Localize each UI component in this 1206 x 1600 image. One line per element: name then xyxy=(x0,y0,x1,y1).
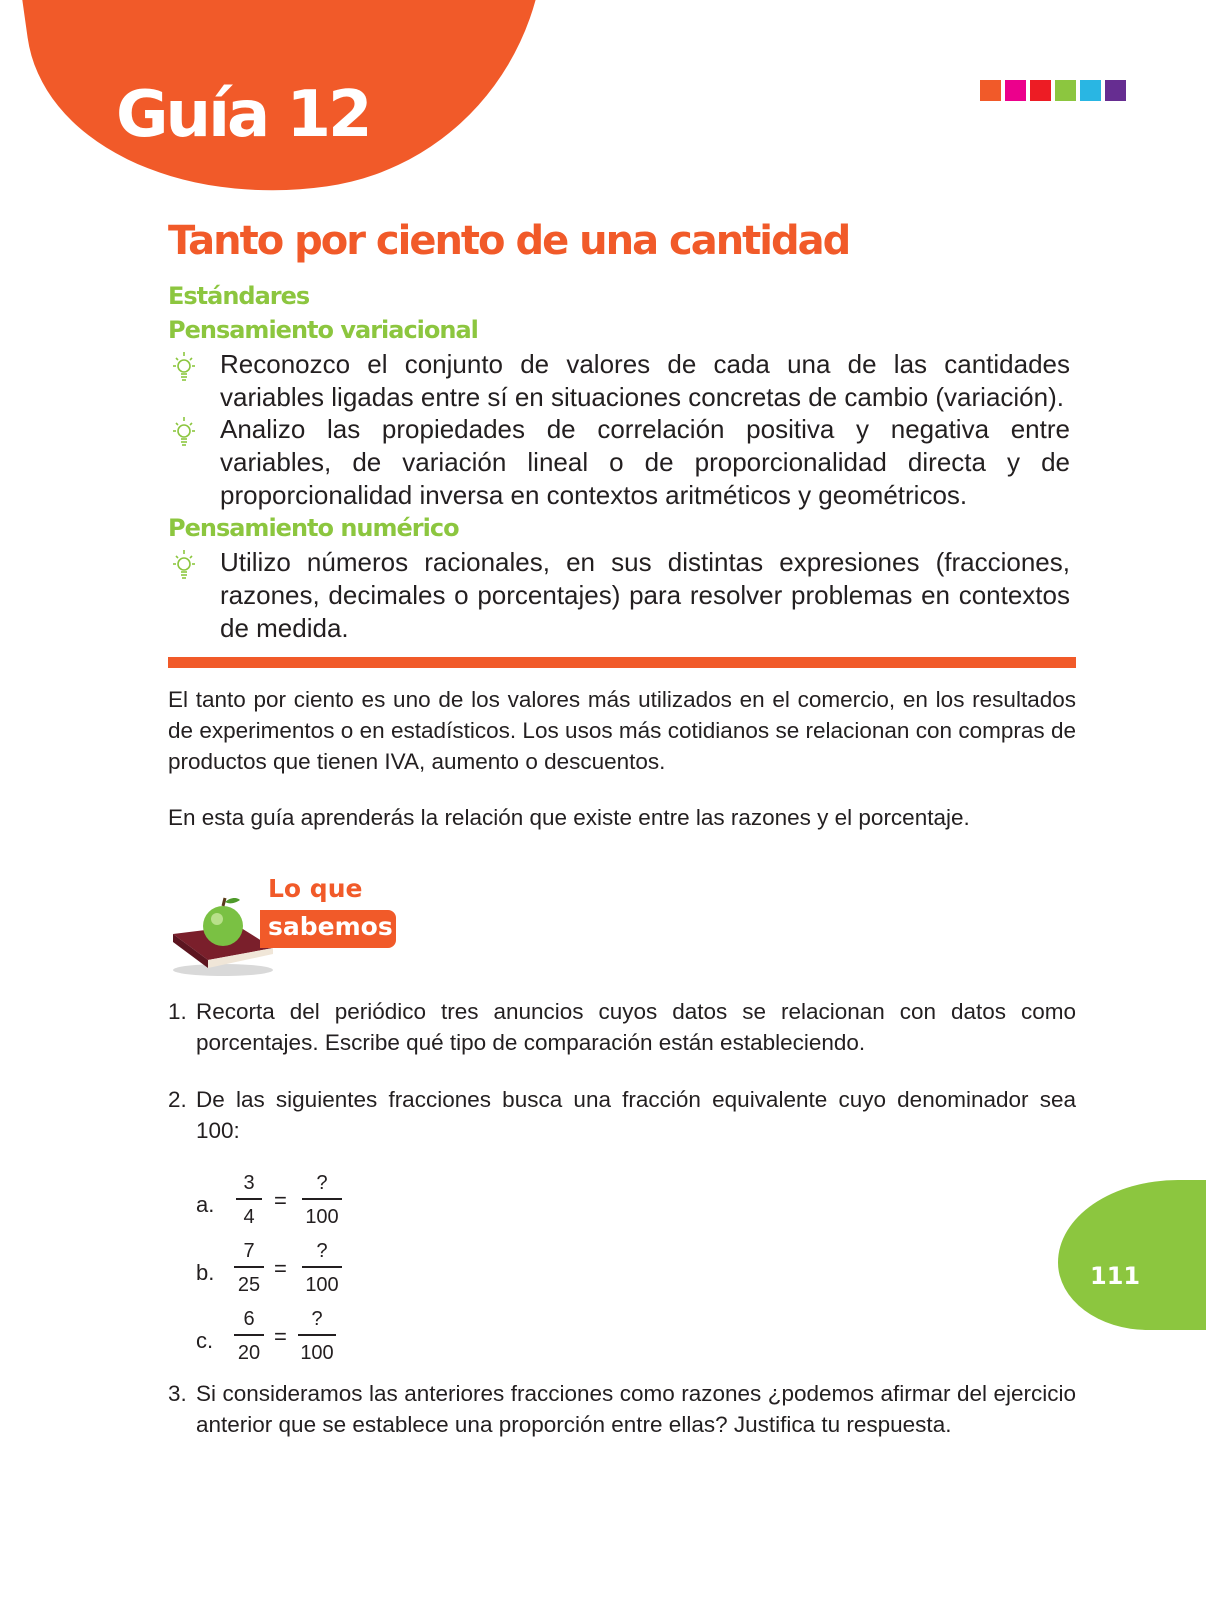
fraction-left xyxy=(234,1238,264,1298)
standard-item xyxy=(170,546,1070,645)
fraction-right xyxy=(302,1238,342,1298)
fraction-right xyxy=(298,1306,336,1366)
numerator: ? xyxy=(311,1308,323,1330)
numeric-heading: Pensamiento numérico xyxy=(168,514,459,542)
numerator: ? xyxy=(316,1172,328,1194)
fraction-row xyxy=(196,1170,396,1240)
fraction-row xyxy=(196,1306,396,1376)
badge-line-1: Lo que xyxy=(268,874,363,903)
exercise-item xyxy=(168,996,1076,1058)
equals-sign: = xyxy=(274,1256,287,1281)
page-title: Tanto por ciento de una cantidad xyxy=(168,218,850,264)
fraction-right xyxy=(302,1170,342,1230)
standard-text: Utilizo números racionales, en sus distintas expresiones (fracciones, razones, decimales o porcentajes) para resolver problemas en contextos de medida. xyxy=(220,547,1070,643)
numerator: 7 xyxy=(243,1240,255,1262)
equals-sign: = xyxy=(274,1324,287,1349)
badge-band xyxy=(260,910,396,948)
color-square xyxy=(980,80,1001,101)
lo-que-sabemos-badge xyxy=(168,870,408,980)
denominator: 20 xyxy=(237,1342,261,1364)
color-square xyxy=(1105,80,1126,101)
page-number-tab xyxy=(1058,1180,1206,1330)
fraction-label: b. xyxy=(196,1260,215,1285)
equals-sign: = xyxy=(274,1188,287,1213)
intro-paragraph: El tanto por ciento es uno de los valores más utilizados en el comercio, en los resultados de experimentos o en estadísticos. Los usos más cotidianos se relacionan con compras de productos que tienen IVA, aumento o descuentos. xyxy=(168,687,1076,774)
exercise-text: Si consideramos las anteriores fracciones como razones ¿podemos afirmar del ejercicio anterior que se establece una proporción entre ellas? Justifica tu respuesta. xyxy=(196,1381,1076,1437)
color-square xyxy=(1080,80,1101,101)
lightbulb-icon xyxy=(170,415,198,449)
lightbulb-icon xyxy=(170,350,198,384)
fraction-label: a. xyxy=(196,1192,215,1217)
fraction-label: c. xyxy=(196,1328,214,1353)
variational-heading: Pensamiento variacional xyxy=(168,316,478,344)
standard-text: Reconozco el conjunto de valores de cada una de las cantidades variables ligadas entre sí en situaciones concretas de cambio (variación). xyxy=(220,349,1070,412)
guide-title: Guía 12 xyxy=(116,78,370,152)
numerator: 6 xyxy=(243,1308,255,1330)
numerator: ? xyxy=(316,1240,328,1262)
section-divider xyxy=(168,657,1076,668)
numerator: 3 xyxy=(243,1172,255,1194)
fraction-row xyxy=(196,1238,396,1308)
exercise-item xyxy=(168,1084,1076,1146)
denominator: 100 xyxy=(305,1274,339,1296)
exercise-number: 2. xyxy=(168,1087,187,1112)
exercise-number: 1. xyxy=(168,999,187,1024)
intro-paragraph-2: En esta guía aprenderás la relación que existe entre las razones y el porcentaje. xyxy=(168,805,970,830)
exercise-number: 3. xyxy=(168,1381,187,1406)
standard-item xyxy=(170,348,1070,414)
lightbulb-icon xyxy=(170,548,198,582)
exercise-text: De las siguientes fracciones busca una fracción equivalente cuyo denominador sea 100: xyxy=(196,1087,1076,1143)
badge-line-2: sabemos xyxy=(268,912,393,941)
color-square xyxy=(1005,80,1026,101)
standards-heading: Estándares xyxy=(168,282,310,310)
denominator: 100 xyxy=(300,1342,334,1364)
fraction-left xyxy=(236,1170,262,1230)
standard-text: Analizo las propiedades de correlación positiva y negativa entre variables, de variación lineal o de proporcionalidad directa y de proporcionalidad inversa en contextos aritméticos y geométricos. xyxy=(220,414,1070,510)
color-square xyxy=(1030,80,1051,101)
color-squares xyxy=(980,80,1126,101)
denominator: 25 xyxy=(237,1274,261,1296)
page-number: 111 xyxy=(1090,1262,1141,1290)
standard-item xyxy=(170,413,1070,512)
exercise-text: Recorta del periódico tres anuncios cuyos datos se relacionan con datos como porcentajes. Escribe qué tipo de comparación están estableciendo. xyxy=(196,999,1076,1055)
exercise-item xyxy=(168,1378,1076,1440)
fraction-left xyxy=(234,1306,264,1366)
denominator: 100 xyxy=(305,1206,339,1228)
color-square xyxy=(1055,80,1076,101)
denominator: 4 xyxy=(243,1206,255,1228)
